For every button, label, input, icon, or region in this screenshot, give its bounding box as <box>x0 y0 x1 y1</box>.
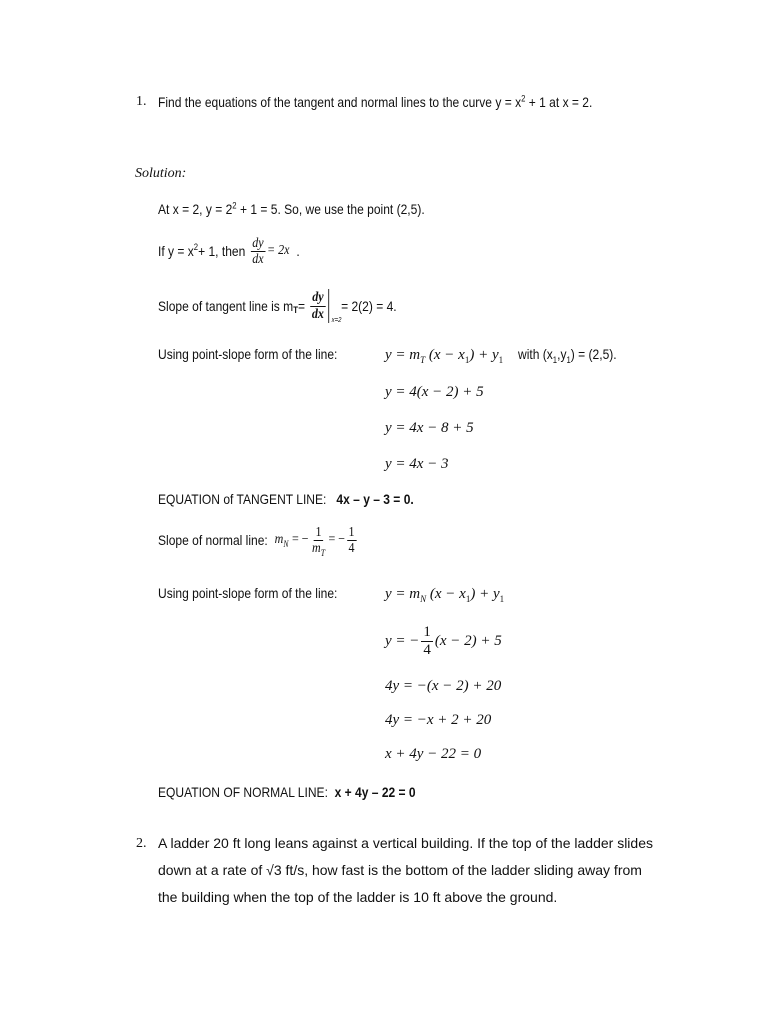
normal-point-slope-formula: $y = m_N$ $(x - x_1) + y_1$ <box>385 586 505 604</box>
tangent-given-point: with $(x_1,y_1) = (2,5)$. <box>518 346 617 365</box>
normal-slope-fraction-1: $\frac{1}{m_T}$ <box>312 525 326 559</box>
solution-label: Solution: <box>135 166 187 181</box>
step-point: At x = 2, $y = 2^2 + 1 = 5$. So, we use the point (2,5). <box>158 200 425 217</box>
dy-dx-fraction: $\frac{dy}{dx}$ <box>252 236 264 268</box>
evaluation-bar: x=2 <box>331 316 342 324</box>
normal-slope-fraction-2: $\frac{1}{4}$ <box>348 525 355 557</box>
normal-step-1-fraction: $\frac{1}{4}$ <box>423 624 431 658</box>
normal-step-4: x + 4y − 22 = 0 <box>385 746 482 762</box>
normal-step-3: 4y = −x + 2 + 20 <box>385 712 492 728</box>
normal-point-slope-label: Using point-slope form of the line: <box>158 585 338 601</box>
tangent-point-slope-label: Using point-slope form of the line: <box>158 346 338 362</box>
tangent-step-1: y = 4(x − 2) + 5 <box>385 384 484 400</box>
normal-step-2: 4y = −(x − 2) + 20 <box>385 678 502 694</box>
normal-result: EQUATION OF NORMAL LINE: x + 4y – 22 = 0 <box>158 784 416 800</box>
problem-1-statement: Find the equations of the tangent and normal lines to the curve $y = x^2 + 1$ at x = 2. <box>158 93 593 110</box>
problem-2-statement: A ladder 20 ft long leans against a vertical building. If the top of the ladder slides down at a rate of √3 ft/s, how fast is the bottom of the ladder sliding away from the building when the top of the ladder is 10 ft above the ground. <box>158 835 653 905</box>
problem-1-number: 1. <box>136 94 147 109</box>
tangent-result: EQUATION of TANGENT LINE: 4x – y – 3 = 0. <box>158 491 414 507</box>
problem-2-number: 2. <box>136 836 147 851</box>
step-derivative: If y = x $^2$ + 1, then $\frac{dy}{dx}$ = 2x . <box>158 236 300 268</box>
dy-dx-bold-fraction: $\frac{dy}{dx}$ <box>311 290 324 322</box>
normal-slope: Slope of normal line: m $_N$ = − $\frac{1}{m_T}$ = − $\frac{1}{4}$ <box>158 525 355 559</box>
tangent-point-slope-formula: $y = m_T$ $(x - x_1) + y_1$ <box>385 347 504 365</box>
normal-step-1: y = − $\frac{1}{4}$ (x − 2) + 5 <box>385 624 502 658</box>
tangent-step-2: y = 4x − 8 + 5 <box>385 420 474 436</box>
tangent-step-3: y = 4x − 3 <box>385 456 449 472</box>
step-tangent-slope: Slope of tangent line is m $_T$ = $\frac{dy}{dx}$ x=2 = 2(2) = 4. <box>158 290 397 324</box>
